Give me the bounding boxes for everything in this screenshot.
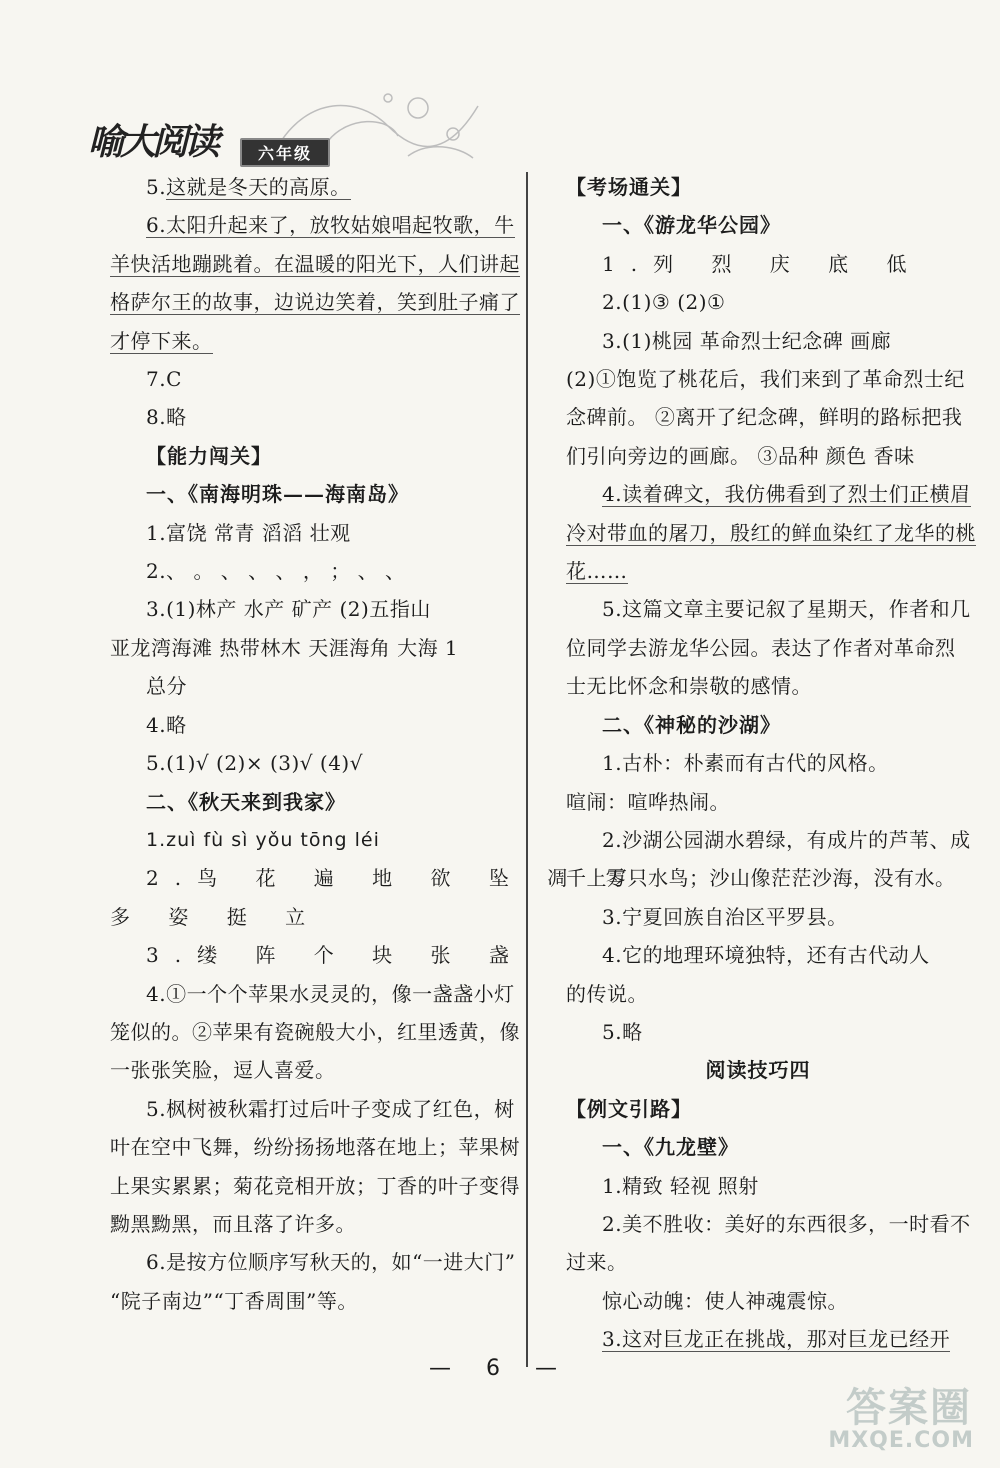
line-text: 一张张笑脸，逗人喜爱。 <box>110 1058 336 1083</box>
line-text: 一、《南海明珠——海南岛》 <box>146 482 409 507</box>
watermark-cn: 答案圈 <box>846 1385 972 1431</box>
line-text: 黝黑黝黑，而且落了许多。 <box>110 1211 356 1236</box>
text-line <box>566 322 950 360</box>
text-line <box>110 1282 518 1320</box>
text-line <box>566 1090 950 1128</box>
text-line <box>566 283 950 321</box>
text-line <box>110 398 518 436</box>
line-text: 总分 <box>146 674 187 699</box>
line-text: 8.略 <box>146 405 187 430</box>
text-line <box>566 206 950 244</box>
line-text: 惊心动魄：使人神魂震惊。 <box>602 1288 848 1313</box>
text-line <box>110 245 518 283</box>
line-text: 5.(1)√ (2)× (3)√ (4)√ <box>146 751 363 776</box>
brand-title: 喻大阅读 <box>88 121 217 163</box>
text-line <box>110 975 518 1013</box>
line-text: 2.沙湖公园湖水碧绿，有成片的芦苇、成 <box>602 827 971 852</box>
text-line <box>566 783 950 821</box>
line-text: 4.①一个个苹果水灵灵的，像一盏盏小灯 <box>146 981 515 1006</box>
text-line <box>110 1051 518 1089</box>
text-line <box>566 821 971 859</box>
line-text: 7.C <box>146 367 182 392</box>
line-text: 1.富饶 常青 滔滔 壮观 <box>146 520 351 545</box>
watermark-en: MXQE.COM <box>828 1428 974 1453</box>
text-line <box>110 936 525 974</box>
line-text: 5.这篇文章主要记叙了星期天，作者和几 <box>602 597 971 622</box>
text-line <box>110 1167 518 1205</box>
text-line <box>110 590 518 628</box>
text-line <box>110 360 518 398</box>
line-text: 1.zuì fù sì yǒu tōng léi <box>146 828 380 851</box>
text-line <box>566 1128 950 1166</box>
line-text: 【考场通关】 <box>566 175 692 199</box>
line-text: 4.它的地理环境独特，还有古代动人 <box>602 943 930 968</box>
line-text: 2.鸟 花 遍 地 欲 坠 凋 零 <box>146 866 642 891</box>
text-line <box>566 1282 950 1320</box>
line-text: 5.这就是冬天的高原。 <box>146 175 351 199</box>
text-line <box>110 629 518 667</box>
text-line <box>566 667 950 705</box>
line-text: 6.是按方位顺序写秋天的，如“一进大门” <box>146 1250 516 1275</box>
line-text: 4.略 <box>146 712 187 737</box>
watermark <box>792 1370 982 1460</box>
text-line <box>566 398 963 436</box>
text-line <box>566 744 950 782</box>
line-text: 6.太阳升起来了，放牧姑娘唱起牧歌，牛 <box>146 213 515 238</box>
text-line <box>110 1013 518 1051</box>
text-line <box>110 322 518 360</box>
line-text: 亚龙湾海滩 热带林木 天涯海角 大海 1 <box>110 635 459 660</box>
text-line <box>566 898 950 936</box>
line-text: 格萨尔王的故事，边说边笑着，笑到肚子痛了 <box>110 290 520 315</box>
line-text: 笼似的。②苹果有瓷碗般大小，红里透黄，像 <box>110 1019 520 1044</box>
text-line <box>566 590 971 628</box>
text-line <box>566 360 965 398</box>
text-line <box>566 552 950 590</box>
line-text: 5.枫树被秋霜打过后叶子变成了红色，树 <box>146 1096 515 1121</box>
line-text: 们引向旁边的画廊。 ③品种 颜色 香味 <box>566 443 915 468</box>
line-text: 上果实累累；菊花竞相开放；丁香的叶子变得 <box>110 1173 520 1198</box>
line-text: 二、《秋天来到我家》 <box>146 789 346 814</box>
text-line <box>566 975 950 1013</box>
text-line <box>110 514 518 552</box>
line-text: 2.(1)③ (2)① <box>602 290 726 315</box>
line-text: 阅读技巧四 <box>705 1058 811 1083</box>
line-text: 冷对带血的屠刀，殷红的鲜血染红了龙华的桃 <box>566 520 976 545</box>
line-text: 喧闹：喧哗热闹。 <box>566 789 730 814</box>
text-line <box>566 245 950 283</box>
text-line <box>110 706 518 744</box>
text-line <box>566 706 950 744</box>
page-number: — 6 — <box>429 1356 571 1381</box>
text-line <box>110 667 518 705</box>
right-column <box>566 168 976 1359</box>
line-text: 4.读着碑文，我仿佛看到了烈士们正横眉 <box>602 482 971 507</box>
text-line <box>566 475 971 513</box>
line-text: 一、《九龙壁》 <box>602 1135 739 1160</box>
line-text: 3.(1)桃园 革命烈士纪念碑 画廊 <box>602 328 892 353</box>
text-line <box>110 898 518 936</box>
text-line <box>566 514 976 552</box>
line-text: 过来。 <box>566 1250 628 1275</box>
text-line <box>110 283 518 321</box>
line-text: 3.这对巨龙正在挑战，那对巨龙已经开 <box>602 1327 951 1352</box>
line-text: 3.缕 阵 个 块 张 盏 <box>146 943 525 968</box>
text-line <box>566 1205 971 1243</box>
line-text: 叶在空中飞舞，纷纷扬扬地落在地上；苹果树 <box>110 1135 520 1160</box>
text-line <box>566 437 950 475</box>
text-line <box>110 1205 518 1243</box>
line-text: 花…… <box>566 559 628 584</box>
column-divider <box>526 172 528 1367</box>
line-text: 3.宁夏回族自治区平罗县。 <box>602 904 848 929</box>
text-line <box>110 1243 518 1281</box>
line-text: (2)①饱览了桃花后，我们来到了革命烈士纪 <box>566 367 965 392</box>
text-line <box>566 629 956 667</box>
line-text: 1.列 烈 庆 底 低 <box>602 251 923 276</box>
series-logo <box>88 96 368 166</box>
text-line <box>110 1090 518 1128</box>
text-line <box>566 1167 950 1205</box>
line-text: 【能力闯关】 <box>146 443 272 468</box>
line-text: 【例文引路】 <box>566 1096 692 1121</box>
text-line <box>566 936 950 974</box>
text-line <box>110 783 518 821</box>
text-line <box>110 475 518 513</box>
line-text: 2.美不胜收：美好的东西很多，一时看不 <box>602 1211 971 1236</box>
text-line <box>566 859 956 897</box>
text-line <box>566 1243 950 1281</box>
line-text: 位同学去游龙华公园。表达了作者对革命烈 <box>566 635 956 660</box>
line-text: 1.精致 轻视 照射 <box>602 1173 759 1198</box>
text-line <box>566 168 950 206</box>
text-line <box>110 744 518 782</box>
line-text: 一、《游龙华公园》 <box>602 213 781 238</box>
text-line <box>110 552 518 590</box>
text-line <box>566 1320 950 1358</box>
grade-badge: 六年级 <box>240 138 330 167</box>
line-text: 多 姿 挺 立 <box>110 904 322 929</box>
line-text: 2.、 。 、 、 、 ， ； 、 、 <box>146 559 406 584</box>
line-text: 1.古朴：朴素而有古代的风格。 <box>602 751 889 776</box>
line-text: 千上万只水鸟；沙山像茫茫沙海，没有水。 <box>566 866 956 891</box>
text-line <box>110 859 642 897</box>
line-text: 二、《神秘的沙湖》 <box>602 712 781 737</box>
line-text: 3.(1)林产 水产 矿产 (2)五指山 <box>146 597 431 622</box>
text-line <box>566 1051 950 1089</box>
line-text: “院子南边”“丁香周围”等。 <box>110 1288 358 1313</box>
text-line <box>110 168 518 206</box>
line-text: 念碑前。 ②离开了纪念碑，鲜明的路标把我 <box>566 405 963 430</box>
text-line <box>110 821 518 859</box>
text-line <box>110 1128 518 1166</box>
line-text: 士无比怀念和崇敬的感情。 <box>566 674 812 699</box>
line-text: 羊快活地蹦跳着。在温暖的阳光下，人们讲起 <box>110 251 520 276</box>
text-line <box>110 206 518 244</box>
line-text: 5.略 <box>602 1019 643 1044</box>
text-line <box>566 1013 950 1051</box>
line-text: 的传说。 <box>566 981 648 1006</box>
line-text: 才停下来。 <box>110 328 213 353</box>
text-line <box>110 437 518 475</box>
